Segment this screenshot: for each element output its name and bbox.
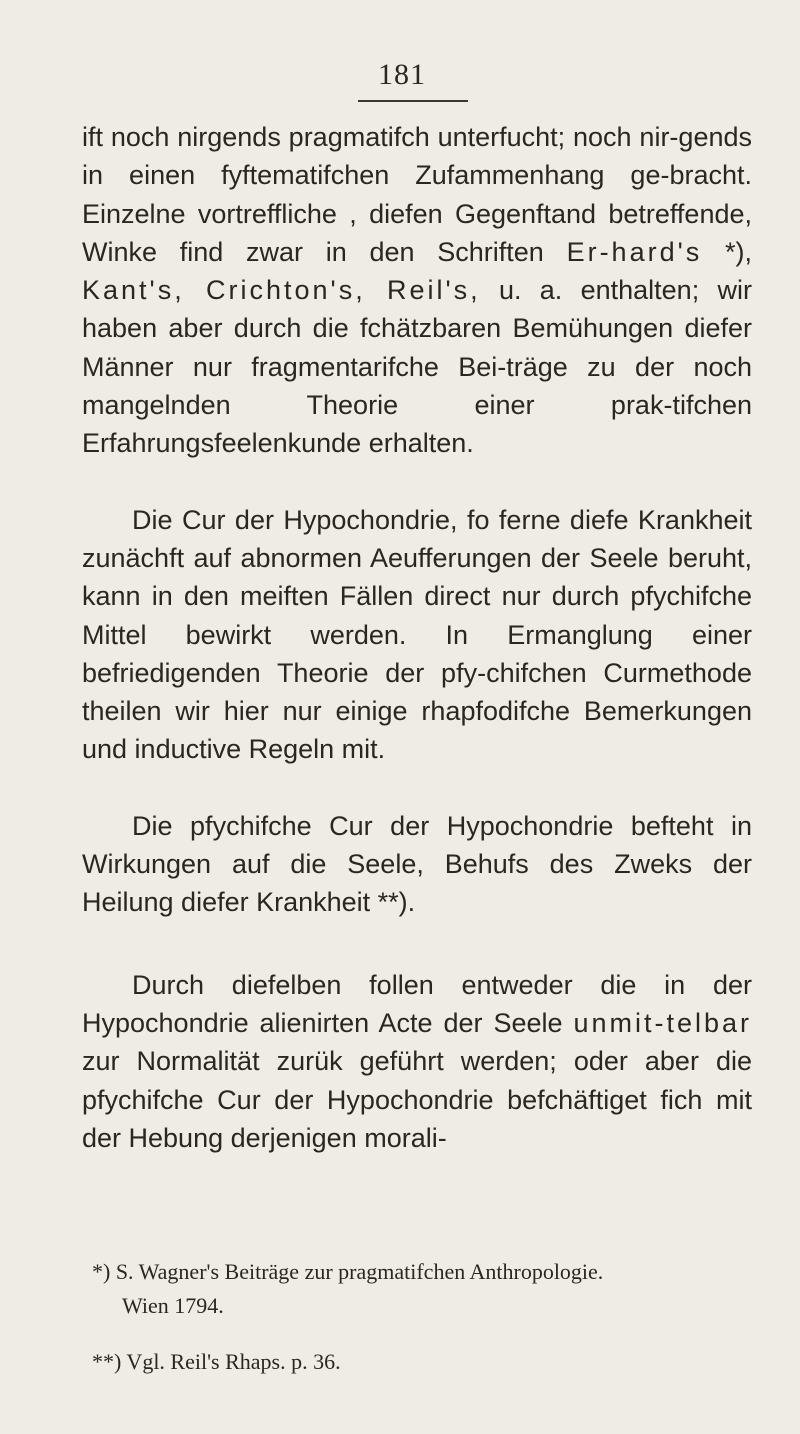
- paragraph-4: [82, 966, 752, 1157]
- text-segment: ift noch nirgends pragmatifch unterfucht; noch nir-gends in einen fyftematifchen Zufammenhang ge-bracht. Einzelne vortreffliche , diefen Gegenftand betreffende, Winke find zwar in den Schriften: [82, 122, 752, 267]
- header-rule: [358, 100, 468, 102]
- body-text: [82, 118, 752, 1157]
- text-segment: Durch diefelben follen entweder die in der Hypochondrie alienirten Acte der Seele: [82, 969, 752, 1038]
- footnotes: [92, 1255, 732, 1379]
- author-name: Er-hard's: [566, 236, 703, 267]
- footnote-1: [92, 1255, 732, 1323]
- text-segment: *),: [702, 236, 752, 267]
- emphasized-word: unmit-telbar: [573, 1007, 752, 1038]
- author-names: Kant's, Crichton's, Reil's,: [82, 275, 481, 306]
- footnote-2-line-1: **) Vgl. Reil's Rhaps. p. 36.: [92, 1349, 341, 1374]
- paragraph-3: [82, 807, 752, 922]
- footnote-1-line-1: *) S. Wagner's Beiträge zur pragmatifchen Anthropologie.: [92, 1259, 604, 1284]
- text-segment: zur Normalität zurük geführt werden; oder aber die pfychifche Cur der Hypochondrie befchäftiget fich mit der Hebung derjenigen morali-: [82, 1046, 752, 1153]
- paragraph-1: [82, 118, 752, 463]
- text-segment: Die Cur der Hypochondrie, fo ferne diefe Krankheit zunächft auf abnormen Aeufferungen der Seele beruht, kann in den meiften Fällen direct nur durch pfychifche Mittel bewirkt werden. In Ermanglung einer befriedigenden Theorie der pfy-chifchen Curmethode theilen wir hier nur einige rhapfodifche Bemerkungen und inductive Regeln mit.: [82, 504, 752, 765]
- footnote-1-line-2: Wien 1794.: [122, 1293, 224, 1318]
- page-number: 181: [378, 58, 426, 91]
- paragraph-2: [82, 501, 752, 769]
- footnote-2: [92, 1345, 732, 1379]
- text-segment: u. a. enthalten; wir haben aber durch die fchätzbaren Bemühungen diefer Männer nur fragmentarifche Bei-träge zu der noch mangelnden Theorie einer prak-tifchen Erfahrungsfeelenkunde erhalten.: [82, 275, 752, 459]
- text-segment: Die pfychifche Cur der Hypochondrie befteht in Wirkungen auf die Seele, Behufs des Zweks der Heilung diefer Krankheit **).: [82, 810, 752, 918]
